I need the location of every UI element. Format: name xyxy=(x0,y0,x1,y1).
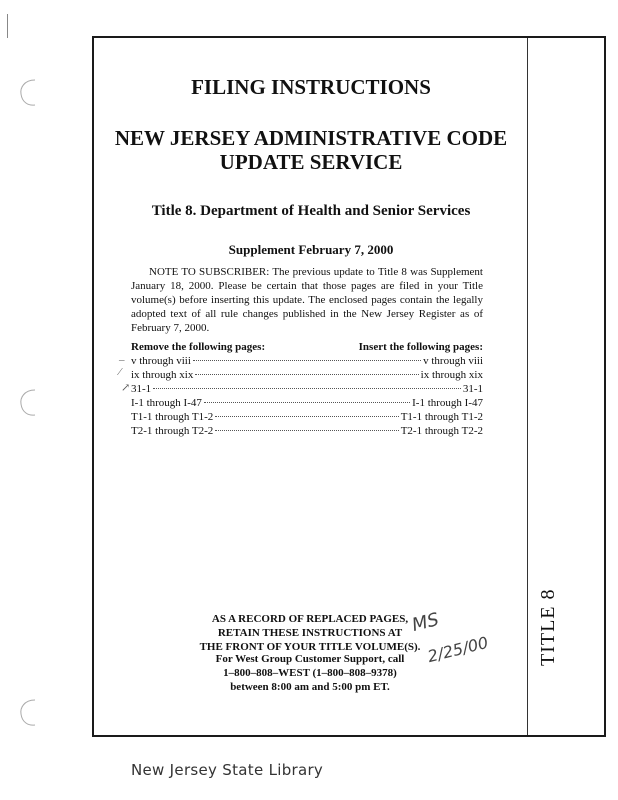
record-line: RETAIN THESE INSTRUCTIONS AT xyxy=(217,627,403,639)
remove-cell: T1-1 through T1-2 xyxy=(131,411,214,423)
check-mark-icon: – xyxy=(119,354,125,366)
record-line: AS A RECORD OF REPLACED PAGES, xyxy=(211,613,409,625)
record-instructions xyxy=(190,612,430,654)
table-row xyxy=(131,368,483,382)
handwritten-initials: MS xyxy=(409,609,442,636)
department-heading: Title 8. Department of Health and Senior Services xyxy=(151,203,471,219)
dot-leader xyxy=(204,402,410,403)
table-header xyxy=(131,341,483,353)
remove-cell: v through viii xyxy=(131,355,191,367)
insert-cell: v through viii xyxy=(423,355,483,367)
insert-cell: ix through xix xyxy=(420,369,483,381)
note-to-subscriber: NOTE TO SUBSCRIBER: The previous update to Title 8 was Supplement January 18, 2000. Please be certain that those pages are filed in your Title volume(s) before inserting this update. The enclosed pages contain the legally adopted text of all rule changes published in the New Jersey Register as of February 7, 2000. xyxy=(131,266,483,334)
table-row xyxy=(131,382,483,396)
table-row xyxy=(131,424,483,438)
insert-cell: T1-1 through T1-2 xyxy=(400,411,483,423)
binder-hole-top xyxy=(18,78,38,108)
handwritten-date: 2/25/00 xyxy=(425,632,491,667)
check-mark-icon: ↗ xyxy=(121,382,131,394)
customer-support xyxy=(190,652,430,694)
binder-hole-bottom xyxy=(18,698,38,728)
dot-leader xyxy=(215,430,398,431)
scan-mark xyxy=(7,14,8,38)
dot-leader xyxy=(195,374,418,375)
dot-leader xyxy=(215,416,398,417)
remove-column-header: Remove the following pages: xyxy=(131,341,266,353)
remove-cell: I-1 through I-47 xyxy=(131,397,202,409)
insert-cell: I-1 through I-47 xyxy=(412,397,483,409)
support-phone: 1–800–808–WEST (1–800–808–9378) xyxy=(223,667,397,679)
dot-leader xyxy=(153,388,461,389)
code-heading xyxy=(96,126,526,174)
remove-cell: T2-1 through T2-2 xyxy=(131,425,214,437)
remove-cell: 31-1 xyxy=(131,383,152,395)
support-line: For West Group Customer Support, call xyxy=(215,653,405,665)
table-row xyxy=(131,410,483,424)
code-heading-line2: UPDATE SERVICE xyxy=(219,150,403,174)
tab-divider xyxy=(527,38,528,735)
page-list xyxy=(131,354,483,438)
remove-cell: ix through xix xyxy=(131,369,194,381)
supplement-date: Supplement February 7, 2000 xyxy=(228,242,394,257)
insert-column-header: Insert the following pages: xyxy=(358,341,483,353)
insert-cell: T2-1 through T2-2 xyxy=(400,425,483,437)
title-tab-label: TITLE 8 xyxy=(537,588,559,666)
code-heading-line1: NEW JERSEY ADMINISTRATIVE CODE xyxy=(114,126,508,150)
table-row xyxy=(131,354,483,368)
dot-leader xyxy=(193,360,421,361)
table-row xyxy=(131,396,483,410)
binder-hole-middle xyxy=(18,388,38,418)
insert-cell: 31-1 xyxy=(462,383,483,395)
support-hours: between 8:00 am and 5:00 pm ET. xyxy=(230,681,390,693)
page-title: FILING INSTRUCTIONS xyxy=(191,75,431,99)
check-mark-icon: ⁄ xyxy=(119,366,121,378)
library-stamp: New Jersey State Library xyxy=(131,761,324,779)
record-line: THE FRONT OF YOUR TITLE VOLUME(S). xyxy=(199,641,421,653)
